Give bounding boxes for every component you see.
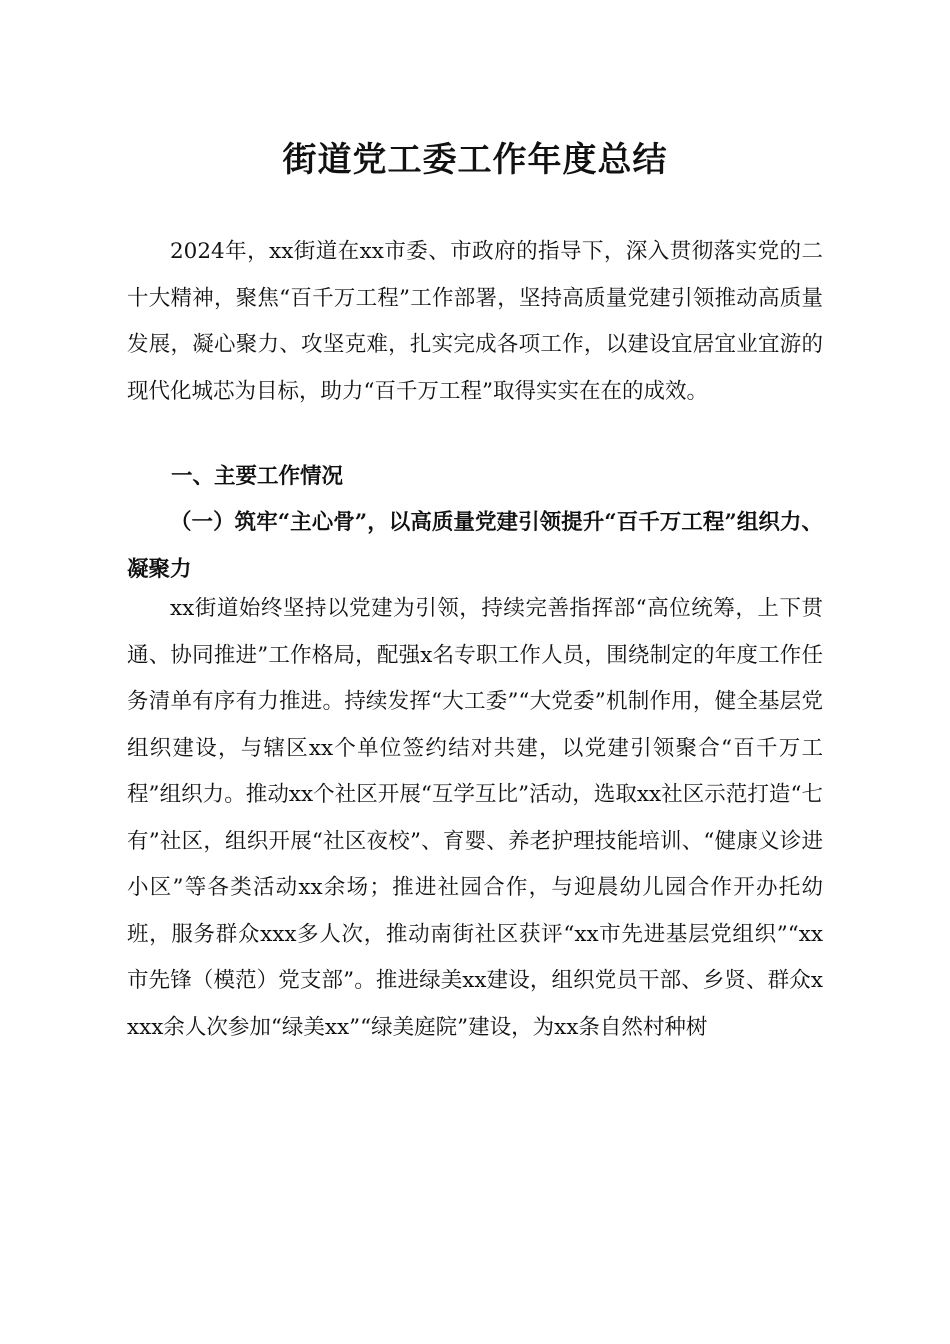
section-heading: 一、主要工作情况: [171, 464, 344, 489]
document-title: 街道党工委工作年度总结: [282, 140, 668, 180]
body-paragraph: xx街道始终坚持以党建为引领，持续完善指挥部“高位统筹，上下贯通、协同推进”工作格局，配强x名专职工作人员，围绕制定的年度工作任务清单有序有力推进。持续发挥“大工委”“大党委”机制作用，健全基层党组织建设，与辖区xx个单位签约结对共建，以党建引领聚合“百千万工程”组织力。推动xx个社区开展“互学互比”活动，选取xx社区示范打造“七有”社区，组织开展“社区夜校”、育婴、养老护理技能培训、“健康义诊进小区”等各类活动xx余场；推进社园合作，与迎晨幼儿园合作开办托幼班，服务群众xxx多人次，推动南街社区获评“xx市先进基层党组织”“xx市先锋（模范）党支部”。推进绿美xx建设，组织党员干部、乡贤、群众xxxx余人次参加“绿美xx”“绿美庭院”建设，为xx条自然村种树: [127, 596, 823, 1040]
subsection-heading: （一）筑牢“主心骨”，以高质量党建引领提升“百千万工程”组织力、凝聚力: [127, 510, 823, 582]
intro-paragraph: 2024年，xx街道在xx市委、市政府的指导下，深入贯彻落实党的二十大精神，聚焦“百千万工程”工作部署，坚持高质量党建引领推动高质量发展，凝心聚力、攻坚克难，扎实完成各项工作，以建设宜居宜业宜游的现代化城芯为目标，助力“百千万工程”取得实实在在的成效。: [127, 239, 823, 404]
